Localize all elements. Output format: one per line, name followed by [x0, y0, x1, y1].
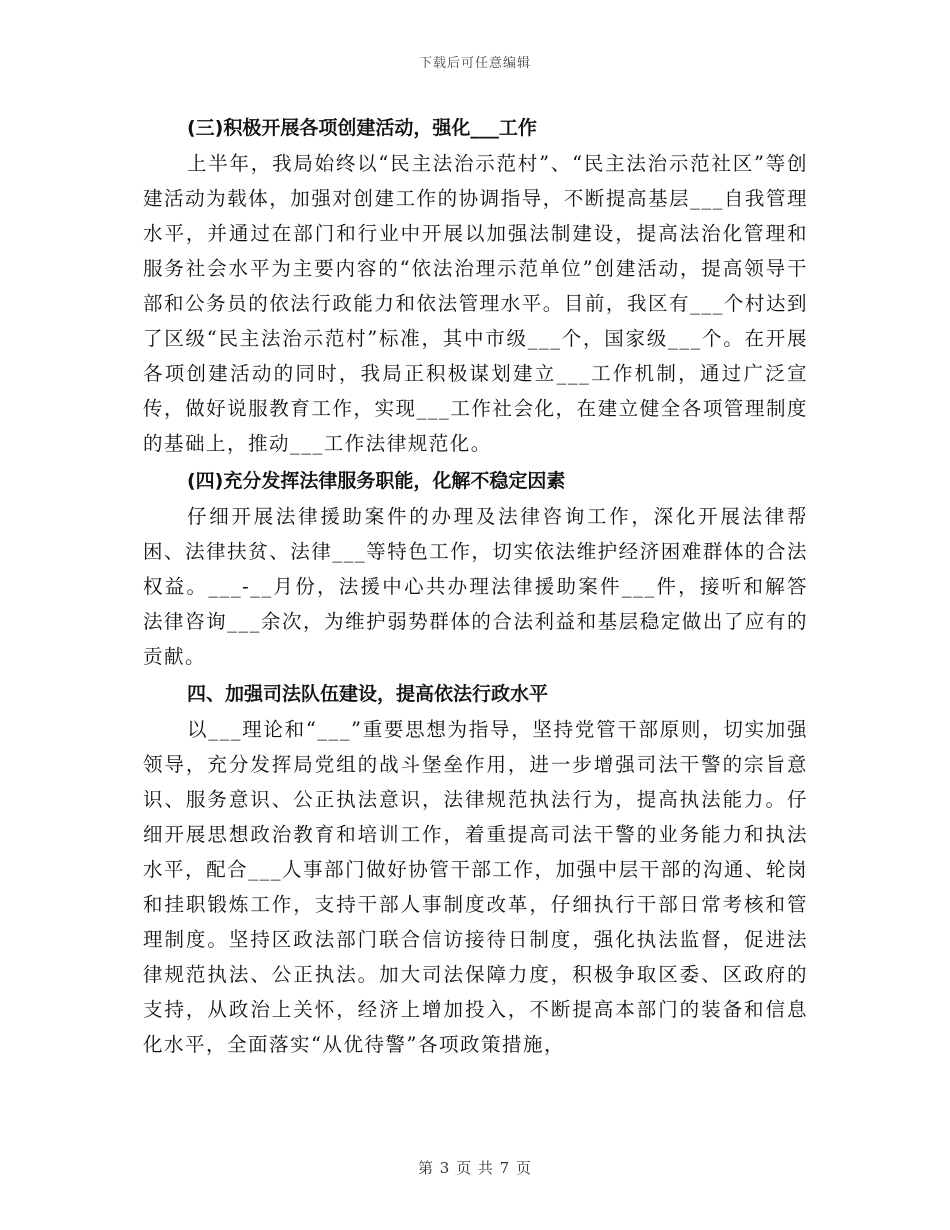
- chapter-paragraph-4: 以___理论和“___”重要思想为指导，坚持党管干部原则，切实加强领导，充分发挥局党组的战斗堡垒作用，进一步增强司法干警的宗旨意识、服务意识、公正执法意识，法律规范执法行为，提高执法能力。仔细开展思想政治教育和培训工作，着重提高司法干警的业务能力和执法水平，配合___人事部门做好协管干部工作，加强中层干部的沟通、轮岗和挂职锻炼工作，支持干部人事制度改革，仔细执行干部日常考核和管理制度。坚持区政法部门联合信访接待日制度，强化执法监督，促进法律规范执法、公正执法。加大司法保障力度，积极争取区委、区政府的支持，从政治上关怀，经济上增加投入，不断提高本部门的装备和信息化水平，全面落实“从优待警”各项政策措施，: [143, 718, 808, 1056]
- document-body: [143, 112, 808, 1066]
- section-paragraph-3: 上半年，我局始终以“民主法治示范村”、“民主法治示范社区”等创建活动为载体，加强对创建工作的协调指导，不断提高基层___自我管理水平，并通过在部门和行业中开展以加强法制建设，提高法治化管理和服务社会水平为主要内容的“依法治理示范单位”创建活动，提高领导干部和公务员的依法行政能力和依法管理水平。目前，我区有___个村达到了区级“民主法治示范村”标准，其中市级___个，国家级___个。在开展各项创建活动的同时，我局正积极谋划建立___工作机制，通过广泛宣传，做好说服教育工作，实现___工作社会化，在建立健全各项管理制度的基础上，推动___工作法律规范化。: [143, 152, 808, 455]
- section-heading-4: (四)充分发挥法律服务职能，化解不稳定因素: [187, 470, 566, 492]
- chapter-heading-4: 四、加强司法队伍建设，提高依法行政水平: [187, 683, 549, 705]
- page-number: 第 3 页 共 7 页: [418, 1159, 532, 1177]
- section-paragraph-4: 仔细开展法律援助案件的办理及法律咨询工作，深化开展法律帮困、法律扶贫、法律___等特色工作，切实依法维护经济困难群体的合法权益。___-__月份，法援中心共办理法律援助案件___件，接听和解答法律咨询___余次，为维护弱势群体的合法利益和基层稳定做出了应有的贡献。: [143, 505, 808, 668]
- page-header-note: 下载后可任意编辑: [418, 56, 531, 71]
- section-heading-3: (三)积极开展各项创建活动，强化___工作: [187, 117, 537, 139]
